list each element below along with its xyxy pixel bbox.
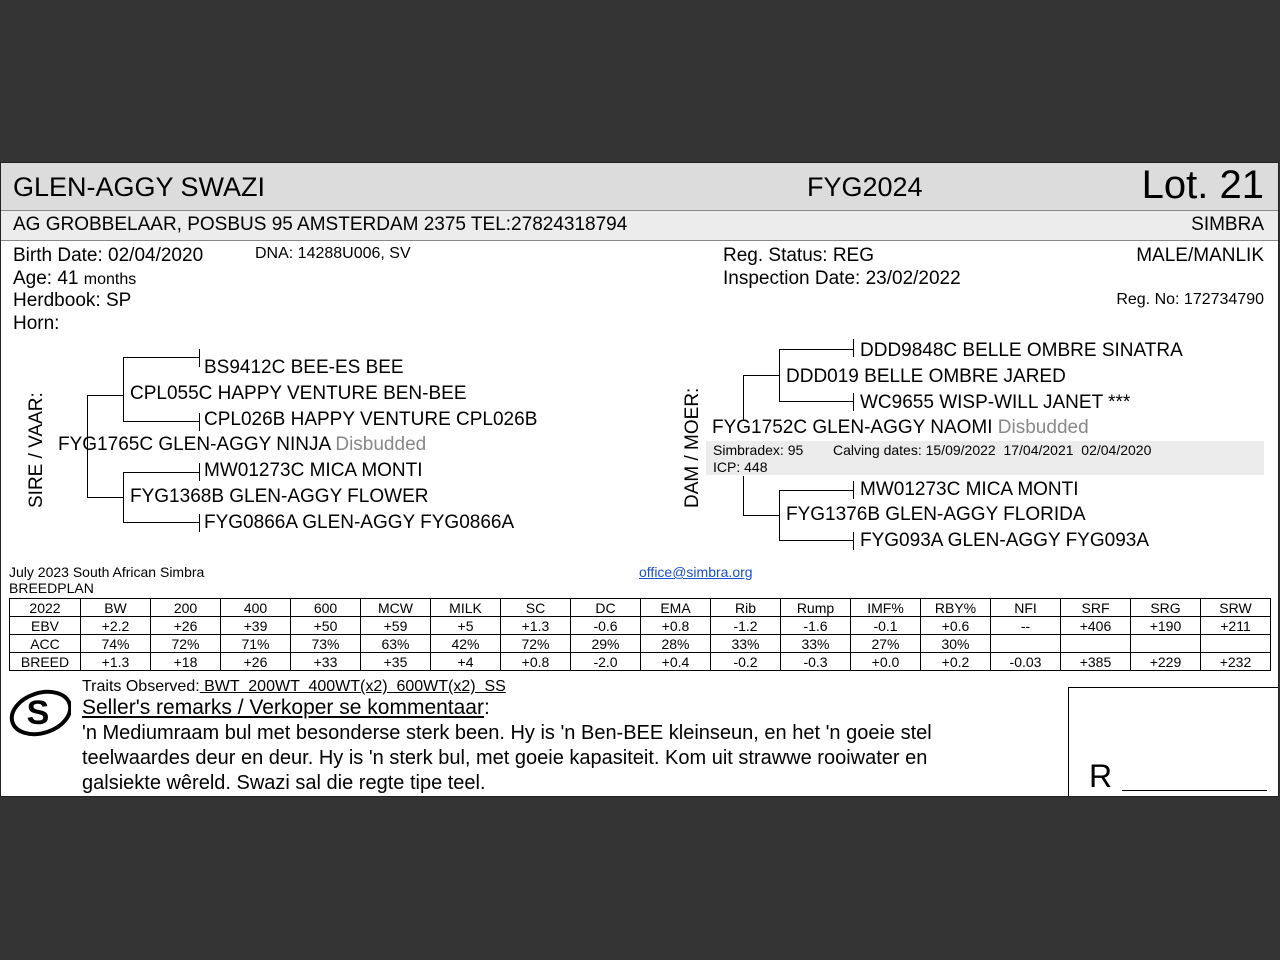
ebv-cell: +0.4 xyxy=(641,653,711,671)
ebv-cell: +26 xyxy=(221,653,291,671)
ebv-cell: +232 xyxy=(1201,653,1271,671)
ebv-cell: SRW xyxy=(1201,599,1271,617)
ebv-cell: +0.6 xyxy=(921,617,991,635)
sire-side-label: SIRE / VAAR: xyxy=(26,392,47,508)
sire-dam-dam: FYG0866A GLEN-AGGY FYG0866A xyxy=(204,512,515,533)
ebv-table-body xyxy=(10,599,1271,671)
dam-dam-dam: FYG093A GLEN-AGGY FYG093A xyxy=(860,530,1149,551)
ebv-cell: -0.6 xyxy=(571,617,641,635)
ebv-cell: 42% xyxy=(431,635,501,653)
dam-sire-sire: DDD9848C BELLE OMBRE SINATRA xyxy=(860,340,1183,361)
ebv-row-acc xyxy=(10,635,1271,653)
ebv-cell: Rib xyxy=(711,599,781,617)
dam-sire-dam: WC9655 WISP-WILL JANET *** xyxy=(860,392,1131,413)
ebv-cell: +406 xyxy=(1061,617,1131,635)
ebv-cell: SRG xyxy=(1131,599,1201,617)
ebv-cell: RBY% xyxy=(921,599,991,617)
ebv-cell: IMF% xyxy=(851,599,921,617)
ebv-cell: BW xyxy=(81,599,151,617)
breed-name: SIMBRA xyxy=(1191,214,1264,235)
ebv-cell: -1.6 xyxy=(781,617,851,635)
ebv-cell: 30% xyxy=(921,635,991,653)
ebv-cell: 29% xyxy=(571,635,641,653)
ebv-cell: 72% xyxy=(501,635,571,653)
ebv-cell: +50 xyxy=(291,617,361,635)
ebv-header-row xyxy=(10,599,1271,617)
price-entry-line[interactable] xyxy=(1122,790,1267,791)
dam-side-label: DAM / MOER: xyxy=(682,387,703,508)
traits-label: Traits Observed: xyxy=(82,678,200,695)
ebv-cell: 72% xyxy=(151,635,221,653)
remarks-line-1: 'n Mediumraam bul met besonderse sterk been. Hy is 'n Ben-BEE kleinseun, en het 'n goeie stel xyxy=(82,722,932,744)
ebv-cell: MCW xyxy=(361,599,431,617)
ebv-cell: +385 xyxy=(1061,653,1131,671)
ebv-table xyxy=(9,598,1271,671)
animal-id: FYG2024 xyxy=(807,172,923,202)
price-box xyxy=(1068,687,1279,797)
calving-dates: Calving dates: 15/09/2022 17/04/2021 02/04/2020 xyxy=(833,442,1152,458)
remarks-line-3: galsiekte wêreld. Swazi sal die regte tipe teel. xyxy=(82,772,486,794)
age-value: Age: 41 xyxy=(13,268,79,289)
ebv-cell: ACC xyxy=(10,635,81,653)
ebv-cell: BREED xyxy=(10,653,81,671)
remarks-colon: : xyxy=(483,696,490,719)
birth-date: Birth Date: 02/04/2020 xyxy=(13,245,204,266)
remarks-title-text: Seller's remarks / Verkoper se kommentaar xyxy=(82,696,484,719)
ebv-cell: +1.3 xyxy=(501,617,571,635)
ebv-cell: +59 xyxy=(361,617,431,635)
ebv-cell: 74% xyxy=(81,635,151,653)
dam-dam: FYG1376B GLEN-AGGY FLORIDA xyxy=(786,504,1086,525)
breedplan-label: BREEDPLAN xyxy=(9,580,94,596)
ebv-cell: +0.2 xyxy=(921,653,991,671)
simbra-logo-icon xyxy=(5,684,71,746)
horn: Horn: xyxy=(13,313,60,334)
ebv-cell xyxy=(991,635,1061,653)
lot-card xyxy=(0,162,1279,797)
ebv-cell: +211 xyxy=(1201,617,1271,635)
sire-sire-sire: BS9412C BEE-ES BEE xyxy=(204,357,404,378)
lot-number: Lot. 21 xyxy=(1141,163,1264,207)
ebv-cell: SRF xyxy=(1061,599,1131,617)
ebv-cell xyxy=(1061,635,1131,653)
ebv-cell: -0.2 xyxy=(711,653,781,671)
ebv-cell: -0.1 xyxy=(851,617,921,635)
remarks-title xyxy=(82,696,490,720)
price-currency: R xyxy=(1089,758,1113,794)
ebv-cell: 200 xyxy=(151,599,221,617)
ebv-cell: SC xyxy=(501,599,571,617)
ebv-cell: -- xyxy=(991,617,1061,635)
traits-value: BWT 200WT 400WT(x2) 600WT(x2) SS xyxy=(199,678,506,695)
simbradex: Simbradex: 95 xyxy=(713,442,804,458)
ebv-cell: Rump xyxy=(781,599,851,617)
age-unit: months xyxy=(83,271,137,288)
ebv-cell: +1.3 xyxy=(81,653,151,671)
ebv-cell xyxy=(1131,635,1201,653)
herdbook: Herdbook: SP xyxy=(13,290,132,311)
ebv-cell: MILK xyxy=(431,599,501,617)
ebv-cell: +5 xyxy=(431,617,501,635)
ebv-row-breed xyxy=(10,653,1271,671)
ebv-cell: +26 xyxy=(151,617,221,635)
dam xyxy=(712,417,1089,439)
ebv-cell: 73% xyxy=(291,635,361,653)
ebv-cell: +190 xyxy=(1131,617,1201,635)
ebv-row-ebv xyxy=(10,617,1271,635)
ebv-cell: +39 xyxy=(221,617,291,635)
ebv-cell: EBV xyxy=(10,617,81,635)
ebv-cell: 33% xyxy=(711,635,781,653)
dam-note: Disbudded xyxy=(997,417,1089,438)
sire-sire: CPL055C HAPPY VENTURE BEN-BEE xyxy=(130,383,467,404)
sire-note: Disbudded xyxy=(335,434,427,455)
ebv-cell: 63% xyxy=(361,635,431,653)
icp: ICP: 448 xyxy=(713,459,768,475)
ebv-cell: -0.3 xyxy=(781,653,851,671)
age xyxy=(13,268,136,290)
ebv-cell: +229 xyxy=(1131,653,1201,671)
ebv-cell: 71% xyxy=(221,635,291,653)
ebv-cell: DC xyxy=(571,599,641,617)
ebv-cell: 600 xyxy=(291,599,361,617)
dna-info: DNA: 14288U006, SV xyxy=(255,245,411,262)
ebv-source: July 2023 South African Simbra xyxy=(9,564,205,580)
sire-sire-dam: CPL026B HAPPY VENTURE CPL026B xyxy=(204,409,538,430)
email-link[interactable]: office@simbra.org xyxy=(639,564,753,580)
reg-status: Reg. Status: REG xyxy=(723,245,875,266)
breeder-bar xyxy=(1,211,1278,241)
sire-dam: FYG1368B GLEN-AGGY FLOWER xyxy=(130,486,429,507)
dam-dam-sire: MW01273C MICA MONTI xyxy=(860,479,1079,500)
inspection-date: Inspection Date: 23/02/2022 xyxy=(723,268,961,289)
dam-sire: DDD019 BELLE OMBRE JARED xyxy=(786,366,1066,387)
sire xyxy=(58,434,426,456)
ebv-cell: 27% xyxy=(851,635,921,653)
ebv-cell: +0.0 xyxy=(851,653,921,671)
ebv-cell: 400 xyxy=(221,599,291,617)
sex: MALE/MANLIK xyxy=(1136,245,1264,266)
ebv-cell: 2022 xyxy=(10,599,81,617)
breeder-address: AG GROBBELAAR, POSBUS 95 AMSTERDAM 2375 TEL:27824318794 xyxy=(13,214,628,235)
traits-observed xyxy=(82,678,506,696)
sire-dam-sire: MW01273C MICA MONTI xyxy=(204,460,423,481)
ebv-cell: NFI xyxy=(991,599,1061,617)
ebv-cell: +35 xyxy=(361,653,431,671)
ebv-cell: +0.8 xyxy=(641,617,711,635)
title-bar xyxy=(1,163,1278,211)
ebv-cell: +4 xyxy=(431,653,501,671)
ebv-cell: +18 xyxy=(151,653,221,671)
remarks-line-2: teelwaardes deur en deur. Hy is 'n sterk bul, met goeie kapasiteit. Kom uit strawwe rooiwater en xyxy=(82,747,928,769)
ebv-cell: 33% xyxy=(781,635,851,653)
ebv-cell: -0.03 xyxy=(991,653,1061,671)
ebv-cell: 28% xyxy=(641,635,711,653)
reg-number: Reg. No: 172734790 xyxy=(1116,291,1264,308)
dam-name: FYG1752C GLEN-AGGY NAOMI xyxy=(712,417,993,438)
ebv-cell: -2.0 xyxy=(571,653,641,671)
logo-letter: S xyxy=(26,694,50,732)
ebv-cell: EMA xyxy=(641,599,711,617)
ebv-cell: +2.2 xyxy=(81,617,151,635)
ebv-cell: +33 xyxy=(291,653,361,671)
sire-name: FYG1765C GLEN-AGGY NINJA xyxy=(58,434,331,455)
ebv-cell: +0.8 xyxy=(501,653,571,671)
ebv-cell: -1.2 xyxy=(711,617,781,635)
dam-performance-box xyxy=(706,441,1264,475)
ebv-cell xyxy=(1201,635,1271,653)
animal-name: GLEN-AGGY SWAZI xyxy=(13,172,266,202)
